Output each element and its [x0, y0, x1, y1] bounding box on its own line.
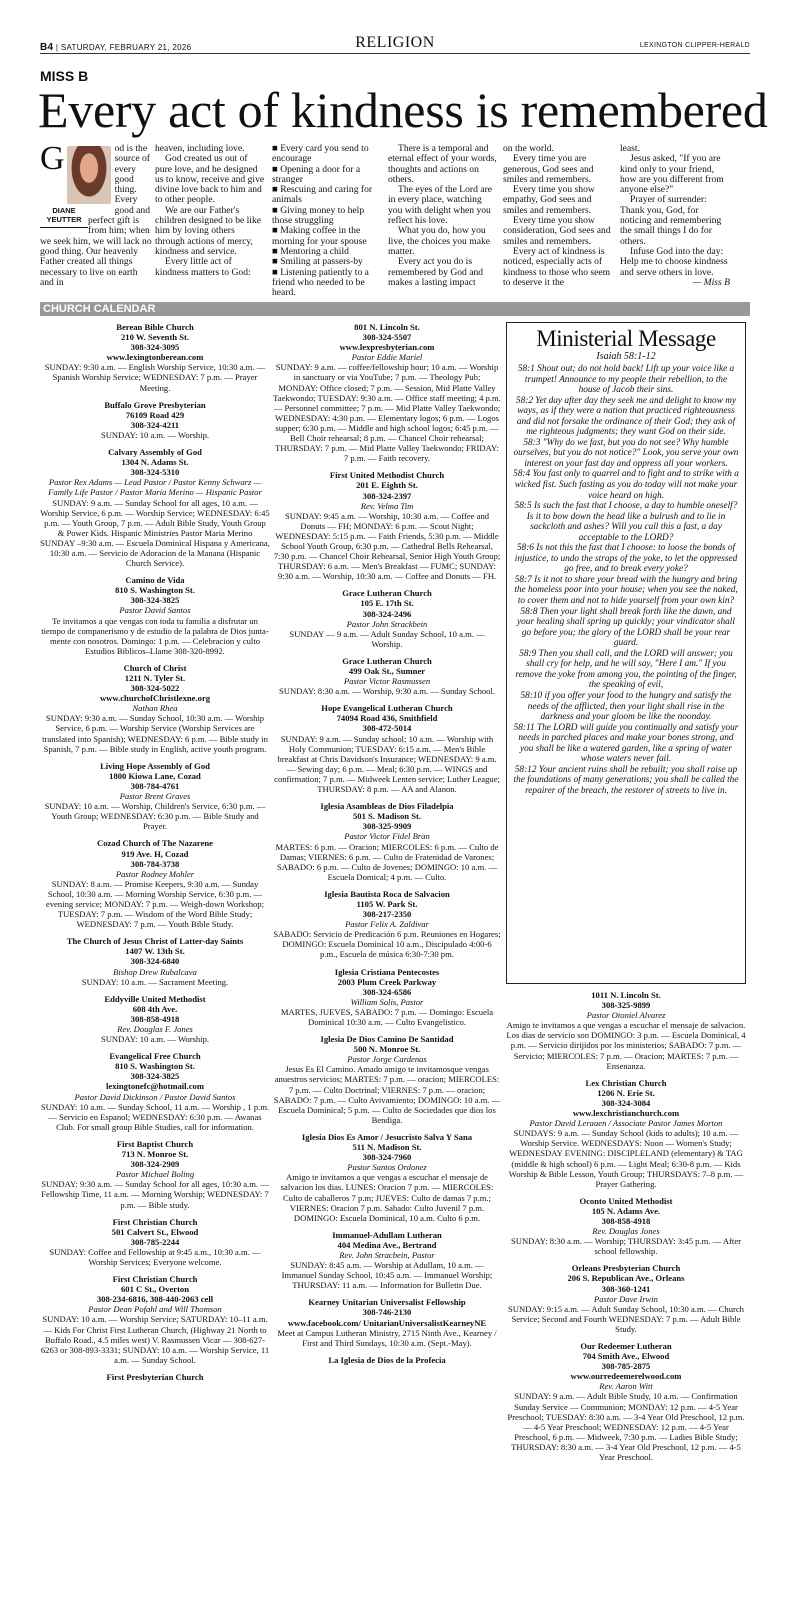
church-address: 499 Oak St., Sumner — [348, 666, 426, 676]
church-name: Buffalo Grove Presbyterian — [104, 399, 206, 410]
page-date: SATURDAY, FEBRUARY 21, 2026 — [60, 43, 192, 52]
church-phone: 308-472-5014 — [362, 723, 412, 734]
church-name: Eddyville United Methodist — [104, 993, 206, 1004]
church-listing — [273, 1034, 501, 1125]
calendar-column-2 — [273, 322, 501, 1612]
church-listing — [506, 1263, 746, 1334]
church-schedule: SUNDAY: 8 a.m. — Promise Keepers, 9:30 a.m. — Sunday School, 10:30 a.m. — Morning Worship Service, 6:30 p.m. — evening service; MONDAY: 7 p.m. — Weigh-down Workshop; TUESDAY: 7 p.m. — Wisdom of the Word Bible Study; WEDNESDAY: 7 p.m. — Youth Bible Study. — [46, 878, 264, 930]
article-paragraph: Prayer of surrender: Thank you, God, for noticing and remembering the small things I do for others. — [620, 194, 722, 247]
church-listing — [273, 470, 501, 581]
church-schedule: Meet at Campus Lutheran Ministry, 2715 Ninth Ave., Kearney / First and Third Sundays, 10:30 a.m. (Sept.-May). — [277, 1327, 497, 1348]
church-name: Orleans Presbyterian Church — [571, 1263, 681, 1274]
church-pastor: Pastor Felix A. Zaldivar — [345, 919, 429, 930]
calendar-column-3 — [506, 990, 746, 1612]
church-address: 76109 Road 429 — [125, 409, 185, 420]
church-name: Berean Bible Church — [116, 322, 194, 332]
church-listing — [506, 1341, 746, 1462]
church-name: Living Hope Assembly of God — [100, 760, 210, 771]
church-name: La Iglesia de Dios de la Profecia — [328, 1354, 446, 1365]
church-pastor: Pastor Eddie Mariel — [351, 352, 423, 363]
drop-cap: G — [40, 140, 65, 177]
church-schedule: MARTES, JUEVES, SABADO: 7 p.m. — Domingo: Escuela Dominical 10:30 a.m. — Culto Evangelistico. — [280, 1006, 494, 1027]
church-pastor: Pastor David Santos — [119, 605, 191, 616]
church-address: 206 S. Republican Ave., Orleans — [567, 1273, 685, 1284]
church-address: 1800 Kiowa Lane, Cozad — [109, 770, 201, 781]
church-phone: 308-858-4918 — [130, 1013, 180, 1024]
church-name: Grace Lutheran Church — [342, 655, 432, 666]
church-pastor: Pastor David Dickinson / Pastor David Santos — [74, 1091, 236, 1102]
church-schedule: SUNDAY: 8:30 a.m. — Worship, 9:30 a.m. — Sunday School. — [279, 686, 495, 697]
church-schedule: SUNDAY: 9 a.m. — Sunday school; 10 a.m. — Worship with Holy Communion; TUESDAY: 6:15 a.m. — Men's Bible breakfast at Chris Davidson's Insurance; WEDNESDAY: 9 a.m. — Sewing day; 6 p.m. — Meal; 6:30 p.m. — WINGS and confirmation; 7 p.m. — Midweek Lenten service; Luther League; THURSDAY: 8 p.m. — AA and Alanon. — [274, 733, 500, 795]
church-name: First Presbyterian Church — [106, 1371, 204, 1382]
scripture-verse: 58:4 You fast only to quarrel and to fight and to strike with a wicked fist. Such fasting as you do today will not make your voice heard on high. — [513, 469, 739, 501]
calendar-column-1 — [40, 322, 270, 1612]
church-schedule: Amigo te invitamos a que vengas a escuchar el mensaje de salvacion los dias. LUNES: Oracion 7 p.m. — MIERCOLES: Culto de caballeros 7 p.m; JUEVES: Culto de damas 7 p.m.; VIERNES: Oracion 7 p.m. Sabado: Culto Juvenil 7 p.m. DOMINGO: Escuela Dominical, 10 a.m. Culto 6 p.m. — [280, 1172, 494, 1223]
church-phone: 308-858-4918 — [601, 1215, 651, 1226]
church-address: 1211 N. Tyler St. — [124, 673, 186, 683]
church-name: Evangelical Free Church — [109, 1051, 201, 1062]
church-website[interactable]: lexingtonefc@hotmail.com — [106, 1081, 204, 1092]
church-phone: 308-324-2496 — [362, 608, 412, 619]
church-phone: 308-324-4211 — [130, 419, 180, 430]
church-schedule: SUNDAY: 9 a.m. — coffee/fellowship hour; 10 a.m. — Worship in sanctuary or via YouTube; 7 p.m. — Theology Pub; MONDAY: Office closed; 7 p.m. — Session, Mid Platte Valley Taekwondo; TUESDAY: 9:30 a.m. — Office staff meeting; 4 p.m. — Personnel committee; 7 p.m. — Mid Platte Valley Taekwondo; WEDNESDAY: 4:30 p.m. — Elementary logos; 6 p.m. — Logos supper; 6:30 p.m. — Middle and high school logos; 6:45 p.m. — Bell Choir rehearsal; 8 p.m. — Chancel Choir rehearsal; THURSDAY: 7 p.m. — Mid Platte Valley Taekwondo; FRIDAY: 7 p.m. — Faith recovery. — [273, 362, 501, 464]
church-listing — [273, 1132, 501, 1223]
church-phone: 308-325-9909 — [362, 821, 412, 832]
church-schedule: SUNDAYS: 9 a.m. — Sunday School (kids to adults); 10 a.m. — Worship Service. WEDNESDAYS: Noon — Women's Study; WEDNESDAY EVENING: DISCIPLELAND (elementary) & TAG (middle & high school) 6 p.m. — Light Meal; 6:30-8 p.m. — Kids Worship & Bible Lesson, Youth Group; THURSDAYS: 7–8 p.m. — Prayer Gathering. — [508, 1128, 744, 1189]
church-phone: 308-360-1241 — [601, 1283, 651, 1294]
church-address: 608 4th Ave. — [132, 1003, 178, 1014]
article-paragraph: Jesus asked, "If you are kind only to your friend, how are you different from anyone else?" — [620, 153, 724, 196]
article-paragraph: on the world. — [503, 143, 554, 154]
paper-name: LEXINGTON CLIPPER-HERALD — [639, 42, 750, 49]
list-item: ■ Every card you send to encourage — [272, 143, 369, 165]
church-name: The Church of Jesus Christ of Latter-day Saints — [66, 936, 244, 947]
church-pastor: Pastor John Strackbein — [346, 618, 428, 629]
church-name: First Christian Church — [112, 1216, 198, 1227]
list-item: ■ Listening patiently to a friend who needed to be heard. — [272, 266, 369, 299]
church-pastor: Pastor Dave Irwin — [594, 1293, 658, 1304]
church-pastor: Pastor David Leraaen / Associate Pastor James Morton — [529, 1118, 723, 1129]
church-name: Iglesia Dios Es Amor / Jesucristo Salva Y Sana — [301, 1131, 473, 1142]
church-pastor: Rev. Velma Tim — [360, 500, 414, 511]
church-phone: 308-324-7960 — [362, 1152, 412, 1163]
church-phone: 308-324-3084 — [601, 1097, 651, 1108]
church-website[interactable]: www.ourredeemerelwood.com — [570, 1371, 682, 1382]
church-pastor: Rev. Aaron Witt — [599, 1381, 653, 1392]
church-schedule: SUNDAY: 10 a.m. — Worship, Children's Service, 6:30 p.m. — Youth Group; WEDNESDAY: 6:30 p.m. — Bible Study and Prayer. — [44, 801, 266, 832]
church-address: 201 E. Eighth St. — [356, 480, 418, 491]
article-paragraph: heaven, including love. — [155, 143, 245, 154]
church-address: 404 Medina Ave., Bertrand — [337, 1239, 437, 1250]
church-address: 501 Calvert St., Elwood — [111, 1226, 199, 1237]
church-address: 1105 W. Park St. — [356, 898, 418, 909]
church-listing — [40, 663, 270, 754]
masthead — [40, 34, 750, 54]
scripture-verse: 58:12 Your ancient ruins shall be rebuilt; you shall raise up the foundations of many generations; you shall be called the repairer of the breach, the restorer of streets to live in. — [513, 764, 739, 796]
church-schedule: SABADO: Servicio de Predicación 6 p.m. Reuniones en Hogares; DOMINGO: Escuela Dominical 10 a.m., Discipulado 4:00-6 p.m., Escuela de música 6:30-7:30 pm. — [273, 929, 501, 960]
article-kicker: MISS B — [40, 68, 89, 84]
church-pastor: Pastor Dean Pofahl and Will Thomson — [88, 1304, 222, 1315]
scripture-verse: 58:7 Is it not to share your bread with the hungry and bring the homeless poor into your house; when you see the naked, to cover them and not to hide yourself from your own kin? — [514, 574, 738, 607]
church-listing — [40, 447, 270, 568]
church-name: Iglesia Asambleas de Dios Filadelpia — [320, 801, 454, 812]
church-schedule: SUNDAY: 9:15 a.m. — Adult Sunday School, 10:30 a.m. — Church Service; Second and Fourth WEDNESDAY: 7 p.m. — Adult Bible Study. — [508, 1303, 744, 1334]
church-address: 511 N. Madison St. — [352, 1142, 422, 1153]
ministerial-title: Ministerial Message — [536, 326, 716, 351]
article-column-4 — [388, 144, 498, 288]
church-schedule: Jesus Es El Camino. Amado amigo te invitamosque vengas anuestros servicios; MARTES: 7 p.m. — oracion; MIERCOLES: 7 p.m. — Culto Doctrinal; VIERNES: 7 p.m. — oracion; SABADO: 7 p.m. — Culto Avivamiento; DOMINGO: 10 a.m. — Escuela Dominical; 5 p.m. — Culto de Sociedades que dios los Bendiga. — [273, 1064, 501, 1125]
article-paragraph: Every little act of kindness matters to God: — [155, 256, 251, 278]
article-headline: Every act of kindness is remembered — [38, 82, 768, 138]
article-column-1 — [40, 140, 153, 288]
church-phone: 308-324-5022 — [130, 683, 180, 694]
church-address: 210 W. Seventh St. — [120, 332, 190, 343]
article-paragraph: Every act you do is remembered by God and makes a lasting impact — [388, 256, 484, 288]
scripture-verse: 58:10 if you offer your food to the hungry and satisfy the needs of the afflicted, then your light shall rise in the darkness and your gloom be like the noonday. — [520, 690, 732, 723]
church-schedule: SUNDAY: 10 a.m. — Worship. — [100, 429, 210, 440]
church-listing — [40, 1217, 270, 1267]
article-paragraph: least. — [620, 143, 640, 154]
article-paragraph: God created us out of pure love, and he designed us to know, receive and give divine love back to him and to other people. — [155, 153, 265, 206]
church-listing — [40, 1372, 270, 1382]
church-schedule: SUNDAY: 9:30 a.m. — English Worship Service, 10:30 a.m. — Spanish Worship Service; WEDNESDAY: 7 p.m. — Prayer Meeting. — [44, 362, 266, 393]
church-listing — [273, 588, 501, 649]
article-paragraph: What you do, how you live, the choices you make matter. — [388, 225, 491, 257]
church-listing — [273, 703, 501, 794]
article-paragraph: Every act of kindness is noticed, especially acts of kindness to those who seem to deserve it the — [503, 245, 611, 288]
church-pastor: Rev. Douglas Jones — [592, 1226, 660, 1237]
church-name: Lex Christian Church — [585, 1077, 667, 1088]
church-name: Grace Lutheran Church — [342, 588, 432, 599]
list-item: ■ Mentoring a child — [272, 245, 349, 257]
church-listing — [40, 1139, 270, 1210]
church-name: Camino de Vida — [125, 575, 185, 586]
church-address: 74094 Road 436, Smithfield — [336, 713, 438, 724]
church-schedule: SUNDAY — 9 a.m. — Adult Sunday School, 10 a.m. — Worship. — [289, 628, 485, 649]
church-schedule: SUNDAY: 8:45 a.m. — Worship at Adullam, 10 a.m. — Immanuel Sunday School, 10:45 a.m. — Immanuel Worship; THURSDAY: 11 a.m. — Information for Bulletin Due. — [281, 1260, 493, 1291]
church-name: First United Methodist Church — [329, 470, 445, 481]
church-phone: 308-324-6840 — [130, 956, 180, 967]
church-schedule: SUNDAY: 8:30 a.m. — Worship; THURSDAY: 3:45 p.m. — After school fellowship. — [510, 1236, 741, 1257]
scripture-verse: 58:9 Then you shall call, and the LORD will answer; you shall cry for help, and he will say, "Here I am." If you remove the yoke from among you, the pointing of the finger, the speaking of evil, — [515, 648, 737, 691]
church-phone: 308-324-3825 — [130, 595, 180, 606]
scripture-verse: 58:11 The LORD will guide you continually and satisfy your needs in parched places and make your bones strong, and you shall be like a watered garden, like a spring of water whose waters never fail. — [513, 722, 739, 765]
church-address: 501 S. Madison St. — [352, 811, 422, 822]
church-pastor: Bishop Drew Rubalcava — [113, 966, 197, 977]
article-column-2 — [155, 144, 265, 278]
church-address: 801 N. Lincoln St. — [354, 322, 420, 332]
church-pastor: Pastor Michael Boling — [115, 1169, 195, 1180]
article-paragraph: There is a temporal and eternal effect of your words, thoughts and actions on others. — [388, 143, 497, 185]
scripture-verse: 58:8 Then your light shall break forth like the dawn, and your healing shall spring up quickly; your vindicator shall go before you; the glory of the LORD shall be your rear guard. — [517, 606, 735, 649]
list-item: ■ Smiling at passers-by — [272, 256, 363, 268]
scripture-verse: 58:5 Is such the fast that I choose, a day to humble oneself? Is it to bow down the head like a bulrush and to lie in sackcloth and ashes? Will you call this a fast, a day acceptable to the LORD? — [514, 501, 738, 543]
page-number: B4 — [40, 42, 54, 53]
church-schedule: SUNDAY: 9:45 a.m. — Worship, 10:30 a.m. — Coffee and Donuts — FH; MONDAY: 6 p.m. — Scout Night; WEDNESDAY: 5:15 p.m. — Faith Friends, 5:30 p.m. — Middle School Youth Group, 6:30 p.m. — Cathedral Bells Rehearsal, 7:30 p.m. — Chancel Choir Rehearsal, Senior High Youth Group; THURSDAY: 6 a.m. — Men's Breakfast — FUMC; SUNDAY: 9:30 a.m. — Worship, 10:30 a.m. — Coffee and Donuts — FH. — [273, 510, 501, 582]
church-address: 704 Smith Ave., Elwood — [582, 1351, 670, 1362]
church-name: Hope Evangelical Lutheran Church — [321, 703, 453, 714]
church-name: First Baptist Church — [116, 1138, 194, 1149]
list-item: ■ Making coffee in the morning for your spouse — [272, 225, 367, 247]
church-pastor: Rev. John Stracbein, Pastor — [339, 1249, 435, 1260]
church-phone: 308-324-3095 — [130, 342, 180, 353]
church-schedule: SUNDAY: 10 a.m. — Sunday School, 11 a.m. — Worship , 1 p.m. — Servicio en Espanol; WEDNESDAY: 6:30 p.m. — Awanas Club. For small group Bible Studies, call for information. — [40, 1101, 270, 1132]
church-listing — [273, 1230, 501, 1291]
article-paragraph: We are our Father's children designed to be like him by loving others through actions of mercy, kindness and service. — [155, 204, 262, 257]
church-pastor: Pastor Rodney Mohler — [115, 868, 195, 879]
author-name: DIANE YEUTTER — [40, 206, 88, 228]
church-name: Calvary Assembly of God — [108, 447, 202, 458]
church-phone: 308-324-2397 — [362, 490, 412, 501]
church-pastor: Pastor Victor Rasmussen — [343, 676, 431, 687]
scripture-text — [513, 364, 739, 796]
church-schedule: SUNDAY: 9 a.m. — Adult Bible Study, 10 a.m. — Confirmation Sunday Service — Communion; MONDAY: 12 p.m. — 4-5 Year Preschool; TUESDAY: 8:30 a.m. — 3-4 Year Old Preschool, 12 p.m. — 4-5 Year Preschool; WEDNESDAY: 12 p.m. — 4-5 Year Preschool, 6 p.m. — Midweek, 7:30 p.m. — Ladies Bible Study; THURSDAY: 8:30 a.m. — 3-4 Year Old Preschool, 12 p.m. — 4-5 Year Preschool. — [507, 1391, 745, 1463]
church-schedule: Amigo te invitamos a que vengas a escuchar el mensaje de salvacion. Los dias de servicio son DOMINGO: 3 p.m. — Escuela Dominical, 4 p.m. — Servicio dirijidos por los ministerios; SABADO: 7 p.m. — Servicio; MIERCOLES: 7 p.m. — Oracion; MARTES: 7 p.m. — Ensenanza. — [506, 1020, 746, 1071]
church-schedule: SUNDAY: 9:30 a.m. — Sunday School for all ages, 10:30 a.m. — Fellowship Time, 11 a.m. — Morning Worship; WEDNESDAY: 7 p.m. — Bible study. — [41, 1179, 269, 1210]
church-listing — [506, 990, 746, 1071]
article-paragraph: Every time you are generous, God sees and smiles and remembers. — [503, 153, 594, 185]
church-schedule: SUNDAY: 10 a.m. — Sacrament Meeting. — [81, 976, 229, 987]
church-address: 1304 N. Adams St. — [121, 457, 189, 468]
church-listing — [273, 656, 501, 696]
church-website[interactable]: www.churchofChristlexne.org — [99, 693, 211, 704]
church-phone: 308-325-9899 — [601, 1000, 651, 1011]
list-item: ■ Opening a door for a stranger — [272, 163, 361, 185]
church-name: Our Redeemer Lutheran — [580, 1341, 672, 1351]
church-pastor: Pastor Victor Fidel Bran — [344, 831, 430, 842]
church-pastor: Pastor Jorge Cardenas — [347, 1054, 427, 1065]
church-website[interactable]: www.lexchristianchurch.com — [572, 1108, 680, 1119]
church-listing — [40, 994, 270, 1044]
scripture-verse: 58:1 Shout out; do not hold back! Lift up your voice like a trumpet! Announce to my people their rebellion, to the house of Jacob their sins. — [517, 364, 735, 396]
church-phone: 308-746-2130 — [362, 1307, 412, 1318]
church-name: Oconto United Methodist — [579, 1195, 673, 1206]
church-address: 1407 W. 13th St. — [125, 946, 185, 957]
church-listing — [40, 936, 270, 986]
church-listing — [273, 1355, 501, 1365]
church-pastor: Pastor Santos Ordonez — [347, 1162, 427, 1173]
article-column-5 — [503, 144, 615, 288]
article-paragraph: Every time you show empathy, God sees and smiles and remembers. — [503, 184, 595, 216]
scripture-verse: 58:3 "Why do we fast, but you do not see? Why humble ourselves, but you do not notice?" Look, you serve your own interest on your fast day and oppress all your workers. — [513, 437, 739, 469]
church-phone: 308-234-6816, 308-440-2063 cell — [96, 1294, 214, 1305]
list-item: ■ Rescuing and caring for animals — [272, 184, 373, 206]
church-calendar-header: CHURCH CALENDAR — [40, 302, 750, 316]
church-name: Iglesia De Dios Camino De Santidad — [320, 1034, 454, 1045]
church-listing — [273, 322, 501, 463]
church-listing — [40, 1274, 270, 1365]
church-pastor: Pastor Rex Adams — Lead Pastor / Pastor Kenny Schwarz — Family Life Pastor / Pastor Maria Merino — Hispanic Pastor — [48, 477, 262, 498]
church-listing — [40, 838, 270, 929]
church-phone: 308-784-4761 — [130, 780, 180, 791]
church-phone: 308-217-2350 — [362, 909, 412, 920]
church-phone: 308-324-5507 — [362, 332, 412, 343]
church-phone: 308-324-6586 — [362, 986, 412, 997]
article-column-6 — [620, 144, 730, 288]
church-listing — [40, 400, 270, 440]
church-listing — [273, 1297, 501, 1347]
church-pastor: Rev. Douglas F. Jones — [117, 1024, 193, 1034]
article-paragraph: Infuse God into the day: Help me to choose kindness and serve others in love. — [620, 245, 728, 278]
church-address: 810 S. Washington St. — [115, 585, 195, 596]
church-listing — [273, 801, 501, 882]
church-name: First Christian Church — [112, 1274, 198, 1285]
article-signoff: — Miss B — [692, 276, 730, 288]
church-listing — [273, 967, 501, 1028]
church-phone: 308-324-5310 — [130, 467, 180, 478]
church-name: Iglesia Bautista Roca de Salvacion — [324, 888, 450, 899]
page-info: B4 | SATURDAY, FEBRUARY 21, 2026 — [40, 42, 192, 53]
church-address: 105 E. 17th St. — [360, 598, 414, 609]
church-address: 810 S. Washington St. — [115, 1061, 195, 1072]
church-pastor: Nathan Rhea — [132, 703, 178, 714]
church-address: 2003 Plum Creek Parkway — [337, 976, 437, 987]
church-listing — [506, 1196, 746, 1257]
church-schedule: SUNDAY: 10 a.m. — Worship. — [100, 1034, 210, 1045]
church-name: Iglesia Cristiana Pentecostes — [334, 966, 440, 977]
church-phone: 308-784-3738 — [130, 858, 180, 869]
church-listing — [40, 761, 270, 832]
church-name: Church of Christ — [123, 662, 187, 673]
church-listing — [40, 575, 270, 656]
church-schedule: SUNDAY: 9:30 a.m. — Sunday School, 10:30 a.m. — Worship Service, 6 p.m. — Worship Service (Worship Services are translated into Spanish); WEDNESDAY: 6 p.m. — Bible study in Spanish, 7 p.m. — Bible study in English, active youth program. — [42, 713, 268, 754]
article-column-3 — [272, 144, 383, 298]
scripture-verse: 58:6 Is not this the fast that I choose: to loose the bonds of injustice, to undo the straps of the yoke, to let the oppressed go free, and to break every yoke? — [514, 543, 738, 575]
church-listing — [506, 1078, 746, 1189]
list-item: ■ Giving money to help those struggling — [272, 204, 365, 227]
church-pastor: William Solis, Pastor — [350, 996, 424, 1007]
church-listing — [273, 889, 501, 960]
church-name: Cozad Church of The Nazarene — [96, 838, 213, 849]
scripture-reference: Isaiah 58:1-12 — [596, 351, 656, 362]
church-schedule: Te invitamos a que vengas con toda tu familia a disfrutar un tiempo de companerismo y de estudio de la palabra de Dios junta-mente con nosotros. Domingo: 1 p.m. — Celebracion y culto Estudios Biblicos–Llame 308-320-8992. — [41, 615, 269, 656]
church-schedule: MARTES: 6 p.m. — Oracion; MIERCOLES: 6 p.m. — Culto de Damas; VIERNES: 6 p.m. — Culto de Fratenidad de Varones; SABADO: 6 p.m. — Culto de Jovenes; DOMINGO: 10 a.m. — Escuela Domical; 4 p.m. — Culto. — [275, 841, 499, 882]
church-address: 601 C St., Overton — [120, 1284, 190, 1295]
scripture-verse: 58:2 Yet day after day they seek me and delight to know my ways, as if they were a nation that practiced righteousness and did not forsake the ordinance of their God; they ask of me righteous judgments; they want God on their side. — [515, 395, 737, 438]
church-pastor: Pastor Brent Graves — [119, 791, 191, 802]
section-title: RELIGION — [355, 34, 435, 51]
ministerial-message-box — [506, 322, 746, 984]
church-phone: 308-785-2244 — [130, 1236, 180, 1247]
church-name: Kearney Unitarian Universalist Fellowship — [308, 1297, 466, 1308]
church-address: 713 N. Monroe St. — [121, 1149, 189, 1160]
church-schedule: SUNDAY: 9 a.m. — Sunday School for all ages, 10 a.m. — Worship Service, 6 p.m. — Worship Service; WEDNESDAY: 6:45 p.m. — Youth Group, 7 p.m. — Adult Bible Study, Youth Group & Power Kids. Hispanic Ministries Pastor Maria Merino SUNDAY –9:30 a.m. — Escuela Dominical Hispana y Americana, 10:30 a.m. — Servicio de Adoracion de la Manana (Hispanic Church Service). — [40, 497, 270, 569]
church-website[interactable]: www.lexingtonberean.com — [106, 352, 204, 363]
church-listing — [40, 1051, 270, 1132]
church-address: 919 Ave. H, Cozad — [121, 848, 189, 859]
church-phone: 308-324-3825 — [130, 1071, 180, 1082]
church-address: 500 N. Monroe St. — [353, 1044, 421, 1055]
article-paragraph: Every time you show consideration, God sees and smiles and remembers. — [503, 215, 611, 247]
church-address: 1011 N. Lincoln St. — [591, 990, 661, 1000]
church-pastor: Pastor Otoniel Alvarez — [586, 1010, 666, 1021]
church-phone: 308-785-2875 — [601, 1361, 651, 1372]
church-address: 1206 N. Erie St. — [597, 1087, 655, 1098]
author-photo — [67, 146, 111, 204]
church-schedule: SUNDAY: 10 a.m. — Worship Service; SATURDAY: 10–11 a.m. — Kids For Christ First Lutheran Church, (Highway 21 North to Buffalo Road., 4.5 miles west) V. Rasmussen Vicar — 308-627-6263 or 308-893-3331; SUNDAY: 10 a.m. — Worship Service, 11 a.m. — Sunday School. — [40, 1314, 270, 1365]
church-phone: 308-324-2909 — [130, 1159, 180, 1170]
church-schedule: SUNDAY: Coffee and Fellowship at 9:45 a.m., 10:30 a.m. — Worship Services; Everyone welcome. — [49, 1246, 261, 1267]
church-name: Immanuel-Adullam Lutheran — [332, 1229, 442, 1240]
church-listing — [40, 322, 270, 393]
church-website[interactable]: www.facebook.com/ UnitarianUniversalistKearneyNE — [287, 1317, 487, 1328]
article-text: od is the source of every good thing. Every good and perfect gift is from him; when we seek him, we will lack no good thing. Our heavenly Father created all things necessary to live on earth and in — [40, 143, 152, 288]
church-address: 105 N. Adams Ave. — [591, 1205, 661, 1216]
church-website[interactable]: www.lexpresbyterian.com — [339, 342, 435, 353]
article-paragraph: The eyes of the Lord are in every place, watching you with delight when you reflect his love. — [388, 184, 493, 227]
